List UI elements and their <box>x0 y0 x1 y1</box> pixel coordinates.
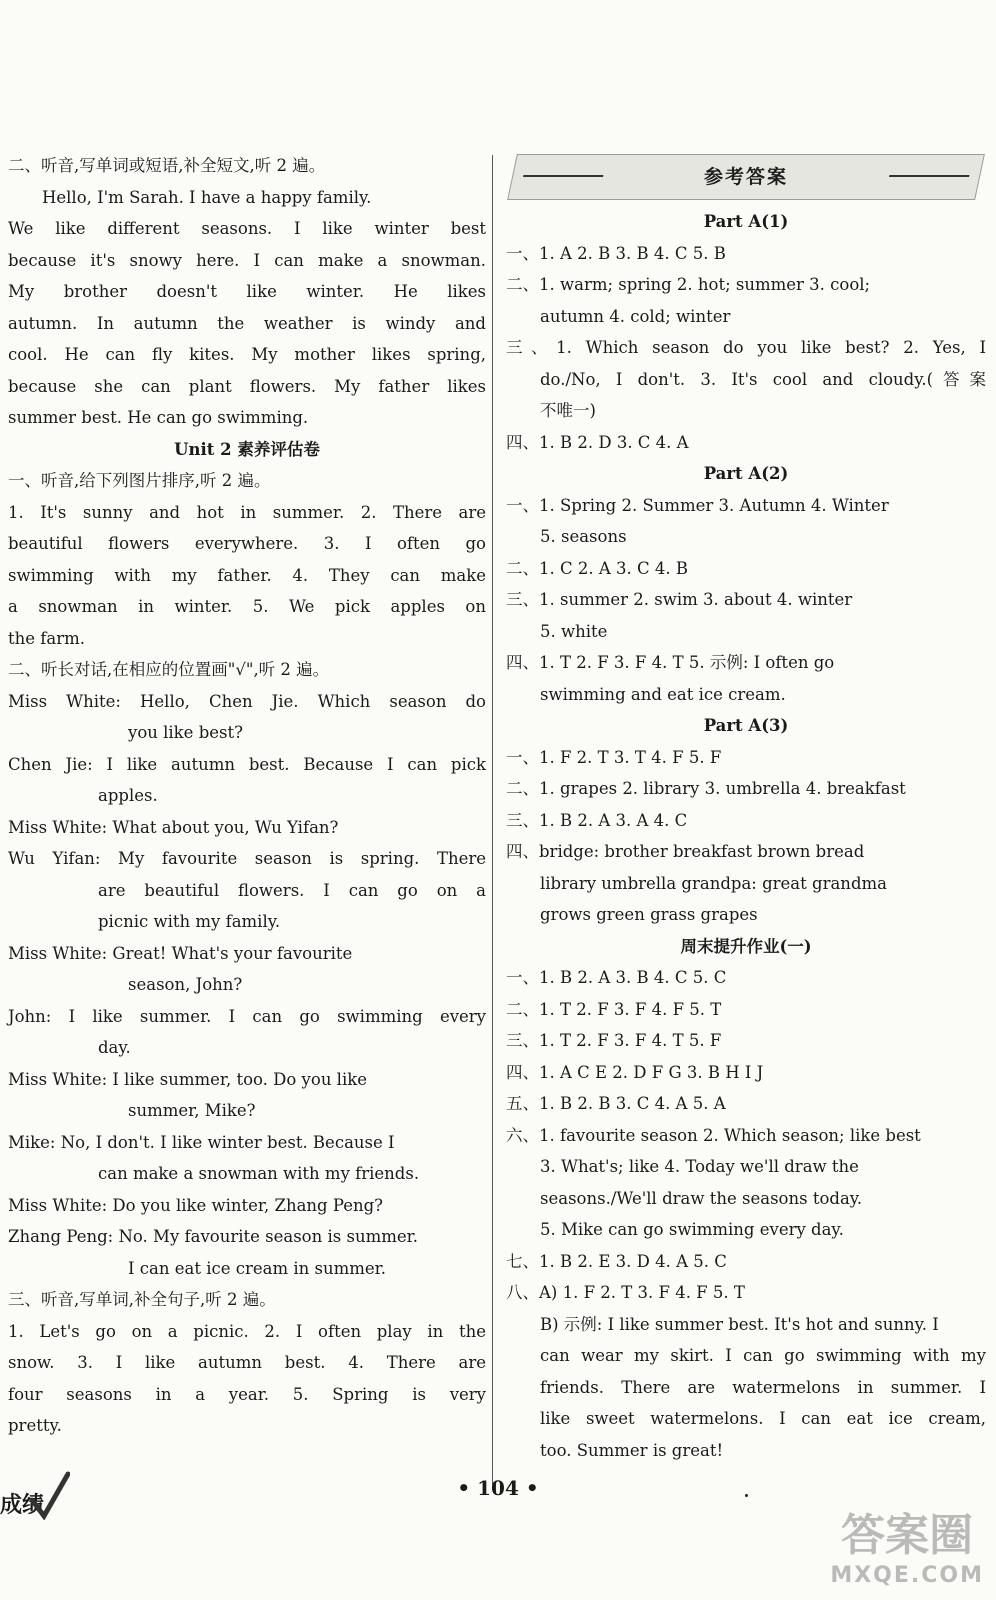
watermark-title: 答案圈 <box>841 1510 974 1561</box>
right-text-line: swimming and eat ice cream. <box>540 684 786 704</box>
right-text-line: 三、1. B 2. A 3. A 4. C <box>506 810 688 830</box>
left-column <box>8 150 486 1442</box>
right-text-line: 二、1. C 2. A 3. C 4. B <box>506 558 688 578</box>
right-text-line: do./No, I don't. 3. It's cool and cloudy.(答案 <box>540 369 986 389</box>
right-text-line: library umbrella grandpa: great grandma <box>540 873 887 893</box>
right-text-line: Part A(3) <box>703 716 789 735</box>
left-text-line: beautiful flowers everywhere. 3. I often go <box>8 534 486 553</box>
right-text-line: like sweet watermelons. I can eat ice cream, <box>540 1409 986 1428</box>
watermark-logo <box>830 1499 984 1588</box>
right-text-line: 四、1. B 2. D 3. C 4. A <box>506 432 689 452</box>
column-divider <box>492 155 493 1485</box>
left-text-line: autumn. In autumn the weather is windy and <box>8 313 486 333</box>
left-text-line: a snowman in winter. 5. We pick apples on <box>8 597 486 616</box>
left-text-line: picnic with my family. <box>98 912 281 931</box>
right-text-line: 一、1. Spring 2. Summer 3. Autumn 4. Winter <box>506 495 889 515</box>
stray-dot <box>745 1494 748 1497</box>
left-text-line: four seasons in a year. 5. Spring is very <box>8 1384 486 1404</box>
right-text-line: 5. seasons <box>540 527 627 546</box>
left-text-line: because she can plant flowers. My father likes <box>8 376 486 396</box>
right-text-line: 三、1. summer 2. swim 3. about 4. winter <box>506 590 853 609</box>
right-text-line: can wear my skirt. I can go swimming with my <box>540 1346 986 1365</box>
left-text-line: Hello, I'm Sarah. I have a happy family. <box>42 187 372 207</box>
right-text-line: 八、A) 1. F 2. T 3. F 4. F 5. T <box>506 1283 745 1302</box>
left-text-line: swimming with my father. 4. They can make <box>8 565 486 585</box>
answer-banner-title: 参考答案 <box>703 166 788 188</box>
right-text-line: 二、1. T 2. F 3. F 4. F 5. T <box>506 999 722 1019</box>
right-text-line: 一、1. A 2. B 3. B 4. C 5. B <box>506 243 726 263</box>
left-text-line: Miss White: Do you like winter, Zhang Peng? <box>8 1195 384 1215</box>
left-text-line: cool. He can fly kites. My mother likes spring, <box>8 345 486 364</box>
left-text-line: Mike: No, I don't. I like winter best. Because I <box>8 1132 395 1152</box>
left-text-line: 三、听音,写单词,补全句子,听 2 遍。 <box>8 1290 276 1309</box>
right-text-line: too. Summer is great! <box>540 1440 724 1460</box>
left-text-line: summer best. He can go swimming. <box>8 408 309 427</box>
left-text-line: We like different seasons. I like winter best <box>8 219 486 238</box>
right-text-line: 一、1. F 2. T 3. T 4. F 5. F <box>506 747 722 767</box>
left-text-line: 一、听音,给下列图片排序,听 2 遍。 <box>8 471 271 490</box>
right-text-line: 一、1. B 2. A 3. B 4. C 5. C <box>506 968 727 987</box>
left-text-line: Miss White: I like summer, too. Do you like <box>8 1069 368 1089</box>
right-text-line: B) 示例: I like summer best. It's hot and sunny. I <box>540 1314 939 1334</box>
right-text-line: 二、1. warm; spring 2. hot; summer 3. cool; <box>506 275 871 294</box>
right-text-line: 不唯一) <box>540 401 596 420</box>
left-text-line: 二、听音,写单词或短语,补全短文,听 2 遍。 <box>8 156 326 175</box>
answer-lines <box>506 206 986 1466</box>
left-text-line: snow. 3. I like autumn best. 4. There are <box>8 1353 486 1372</box>
right-text-line: autumn 4. cold; winter <box>540 306 731 326</box>
right-text-line: 六、1. favourite season 2. Which season; like best <box>506 1125 921 1145</box>
right-text-line: 三、1. T 2. F 3. F 4. T 5. F <box>506 1031 722 1050</box>
left-text-line: 1. It's sunny and hot in summer. 2. There are <box>8 502 486 522</box>
left-text-line: you like best? <box>128 723 243 742</box>
left-text-line: I can eat ice cream in summer. <box>128 1258 386 1278</box>
right-text-line: 周末提升作业(一) <box>680 936 812 956</box>
banner-arrow-right-icon <box>889 175 969 177</box>
right-text-line: 5. Mike can go swimming every day. <box>540 1220 844 1239</box>
left-text-line: Wu Yifan: My favourite season is spring. There <box>8 849 486 868</box>
left-text-line: the farm. <box>8 628 85 648</box>
left-text-line: day. <box>98 1038 131 1057</box>
left-text-line: Miss White: What about you, Wu Yifan? <box>8 817 339 837</box>
left-text-line: Chen Jie: I like autumn best. Because I can pick <box>8 754 486 774</box>
right-text-line: 3. What's; like 4. Today we'll draw the <box>540 1157 859 1176</box>
right-text-line: 七、1. B 2. E 3. D 4. A 5. C <box>506 1251 727 1271</box>
left-text-line: summer, Mike? <box>128 1101 256 1120</box>
right-text-line: Part A(2) <box>703 464 789 483</box>
left-text-line: pretty. <box>8 1416 62 1435</box>
page-number: • 104 • <box>457 1476 539 1500</box>
left-text-line: season, John? <box>128 975 243 994</box>
left-text-line: Zhang Peng: No. My favourite season is summer. <box>8 1227 418 1246</box>
right-text-line: 五、1. B 2. B 3. C 4. A 5. A <box>506 1094 726 1113</box>
right-text-line: friends. There are watermelons in summer. I <box>540 1377 986 1397</box>
right-text-line: grows green grass grapes <box>540 905 758 924</box>
left-text-line: can make a snowman with my friends. <box>98 1164 420 1183</box>
watermark-url: MXQE.COM <box>830 1563 984 1588</box>
right-column <box>506 150 986 1466</box>
right-text-line: 三、1. Which season do you like best? 2. Yes, I <box>506 338 986 357</box>
right-text-line: 5. white <box>540 621 608 641</box>
right-text-line: Part A(1) <box>703 212 789 231</box>
left-text-line: Miss White: Great! What's your favourite <box>8 943 353 963</box>
left-text-line: 1. Let's go on a picnic. 2. I often play in the <box>8 1321 486 1341</box>
left-text-line: because it's snowy here. I can make a snowman. <box>8 250 486 270</box>
right-text-line: 二、1. grapes 2. library 3. umbrella 4. breakfast <box>506 779 906 798</box>
right-text-line: 四、1. A C E 2. D F G 3. B H I J <box>506 1062 764 1082</box>
left-text-line: apples. <box>98 786 158 805</box>
left-text-line: Unit 2 素养评估卷 <box>174 439 320 459</box>
right-text-line: 四、1. T 2. F 3. F 4. T 5. 示例: I often go <box>506 653 835 672</box>
left-text-line: John: I like summer. I can go swimming every <box>8 1006 486 1026</box>
right-text-line: seasons./We'll draw the seasons today. <box>540 1188 863 1208</box>
right-text-line: 四、bridge: brother breakfast brown bread <box>506 842 865 861</box>
left-text-line: are beautiful flowers. I can go on a <box>98 880 486 900</box>
left-text-line: Miss White: Hello, Chen Jie. Which season do <box>8 691 486 711</box>
left-text-line: 二、听长对话,在相应的位置画"√",听 2 遍。 <box>8 660 330 679</box>
answer-banner <box>507 154 985 200</box>
left-text-line: My brother doesn't like winter. He likes <box>8 282 486 301</box>
score-label: 成绩 <box>0 1493 45 1518</box>
